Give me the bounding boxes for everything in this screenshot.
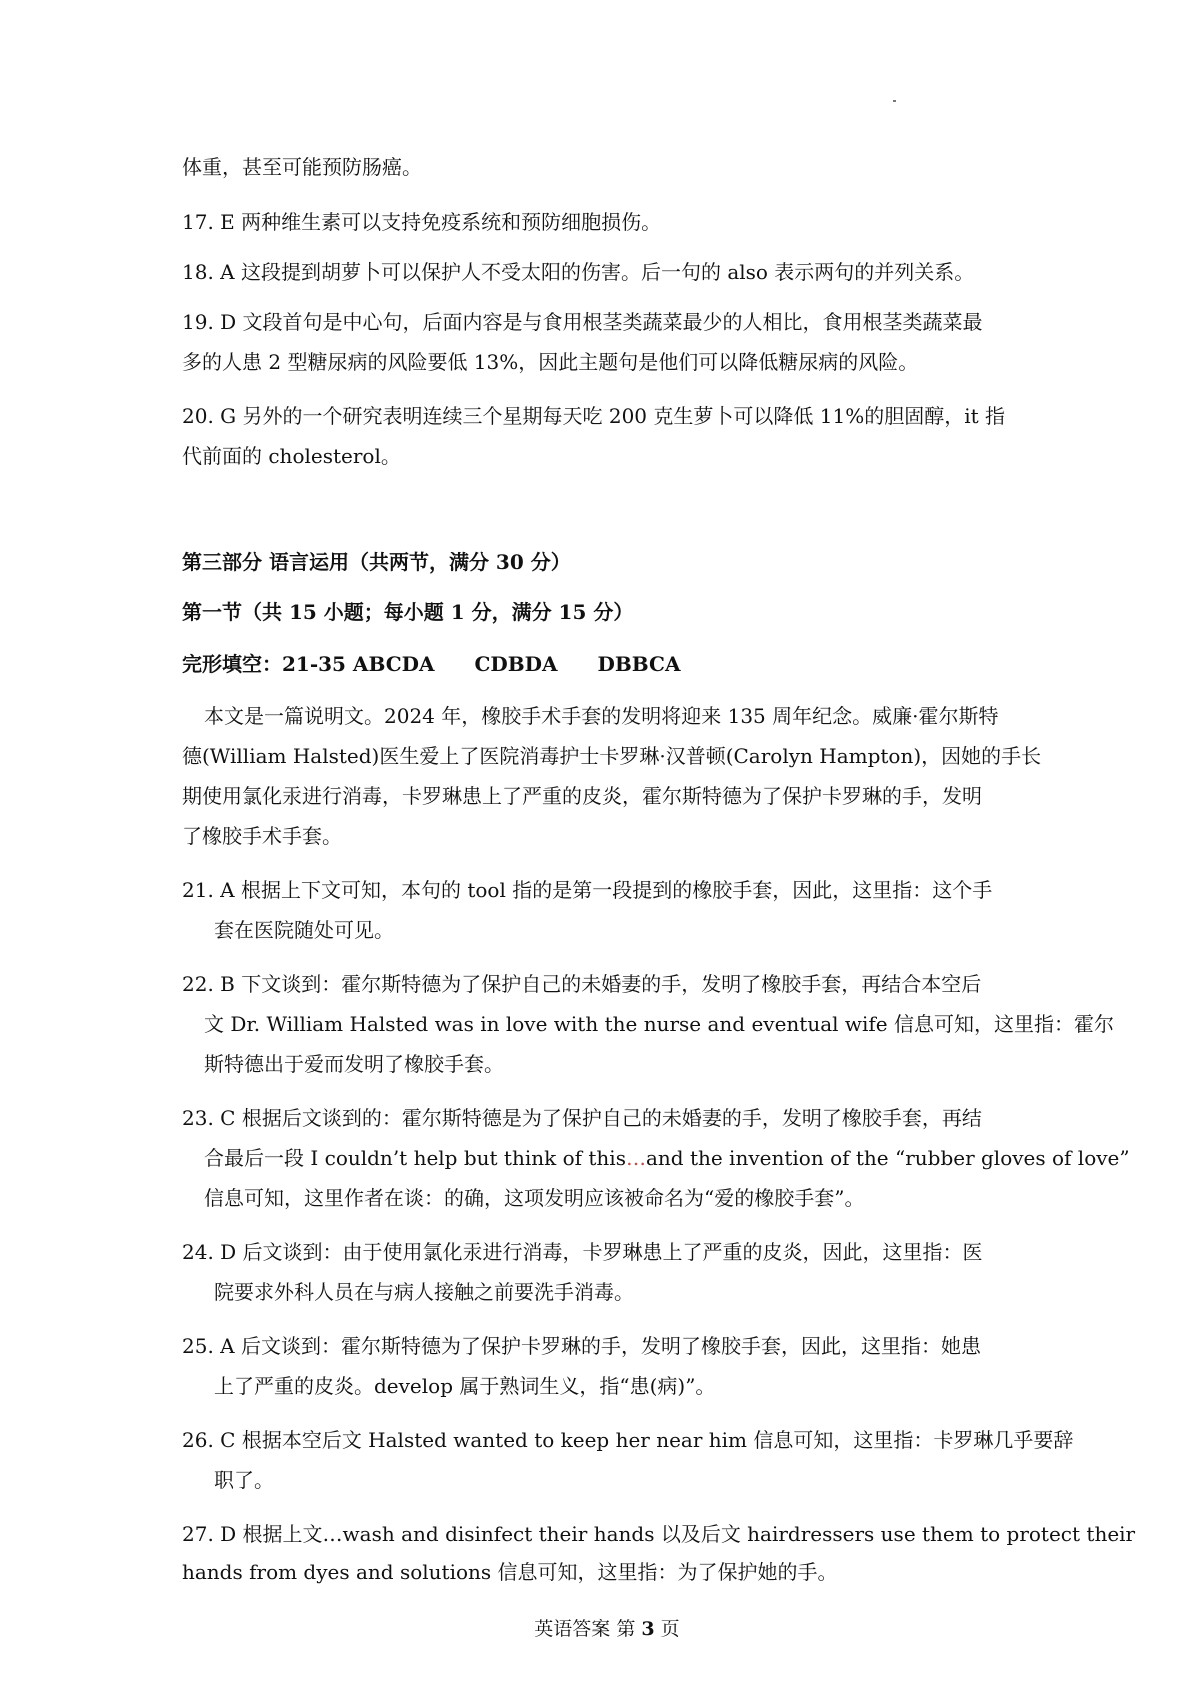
answer-23-text-a: 合最后一段 I couldn’t help but think of this (204, 1146, 626, 1170)
section-heading: 第三部分 语言运用（共两节，满分 30 分） (182, 550, 571, 574)
cloze-answers (182, 654, 681, 674)
answer-17: 17. E 两种维生素可以支持免疫系统和预防细胞损伤。 (182, 210, 662, 234)
answer-27-line1: 27. D 根据上文…wash and disinfect their hands 以及后文 hairdressers use them to protect their (182, 1522, 1136, 1546)
ellipsis-mark: … (625, 1146, 646, 1170)
answer-18: 18. A 这段提到胡萝卜可以保护人不受太阳的伤害。后一句的 also 表示两句的并列关系。 (182, 260, 975, 284)
answer-20-line2: 代前面的 cholesterol。 (182, 444, 401, 468)
answer-24-line2: 院要求外科人员在与病人接触之前要洗手消毒。 (214, 1280, 634, 1304)
subsection-heading: 第一节（共 15 小题；每小题 1 分，满分 15 分） (182, 600, 634, 624)
answer-23-text-b: and the invention of the “rubber gloves of love” (645, 1146, 1130, 1170)
intro-line2: 德(William Halsted)医生爱上了医院消毒护士卡罗琳·汉普顿(Carolyn Hampton)，因她的手长 (182, 744, 1042, 768)
answer-22-line2: 文 Dr. William Halsted was in love with the nurse and eventual wife 信息可知，这里指：霍尔 (204, 1012, 1114, 1036)
answer-21-line2: 套在医院随处可见。 (214, 918, 394, 942)
answer-22-line1: 22. B 下文谈到：霍尔斯特德为了保护自己的未婚妻的手，发明了橡胶手套，再结合本空后 (182, 972, 982, 996)
answer-24-line1: 24. D 后文谈到：由于使用氯化汞进行消毒，卡罗琳患上了严重的皮炎，因此，这里指：医 (182, 1240, 983, 1264)
page-number: 3 (641, 1618, 655, 1640)
answer-23-line1: 23. C 根据后文谈到的：霍尔斯特德是为了保护自己的未婚妻的手，发明了橡胶手套，再结 (182, 1106, 982, 1130)
document-page (182, 0, 1136, 1698)
intro-line1: 本文是一篇说明文。2024 年，橡胶手术手套的发明将迎来 135 周年纪念。威廉·霍尔斯特 (204, 704, 999, 728)
answer-23-line3: 信息可知，这里作者在谈：的确，这项发明应该被命名为“爱的橡胶手套”。 (204, 1186, 865, 1210)
answer-25-line2: 上了严重的皮炎。develop 属于熟词生义，指“患(病)”。 (214, 1374, 716, 1398)
answer-25-line1: 25. A 后文谈到：霍尔斯特德为了保护卡罗琳的手，发明了橡胶手套，因此，这里指：她患 (182, 1334, 981, 1358)
cloze-label: 完形填空：21-35 ABCDA (182, 652, 435, 676)
page-footer (182, 1614, 1032, 1641)
answer-27-line2: hands from dyes and solutions 信息可知，这里指：为了保护她的手。 (182, 1560, 838, 1584)
answer-19-line1: 19. D 文段首句是中心句，后面内容是与食用根茎类蔬菜最少的人相比，食用根茎类蔬菜最 (182, 310, 983, 334)
cloze-group-2: CDBDA (474, 652, 558, 676)
cloze-group-3: DBBCA (597, 652, 681, 676)
answer-20-line1: 20. G 另外的一个研究表明连续三个星期每天吃 200 克生萝卜可以降低 11%的胆固醇，it 指 (182, 404, 1005, 428)
answer-26-line2: 职了。 (214, 1468, 274, 1492)
answer-22-line3: 斯特德出于爱而发明了橡胶手套。 (204, 1052, 504, 1076)
footer-label: 英语答案 第 (534, 1618, 636, 1640)
text-line: 体重，甚至可能预防肠癌。 (182, 155, 422, 179)
answer-26-line1: 26. C 根据本空后文 Halsted wanted to keep her near him 信息可知，这里指：卡罗琳几乎要辞 (182, 1428, 1074, 1452)
intro-line3: 期使用氯化汞进行消毒，卡罗琳患上了严重的皮炎，霍尔斯特德为了保护卡罗琳的手，发明 (182, 784, 982, 808)
intro-line4: 了橡胶手术手套。 (182, 824, 342, 848)
footer-suffix: 页 (660, 1618, 680, 1640)
answer-23-line2 (204, 1148, 1130, 1168)
answer-21-line1: 21. A 根据上下文可知，本句的 tool 指的是第一段提到的橡胶手套，因此，这里指：这个手 (182, 878, 993, 902)
answer-19-line2: 多的人患 2 型糖尿病的风险要低 13%，因此主题句是他们可以降低糖尿病的风险。 (182, 350, 919, 374)
